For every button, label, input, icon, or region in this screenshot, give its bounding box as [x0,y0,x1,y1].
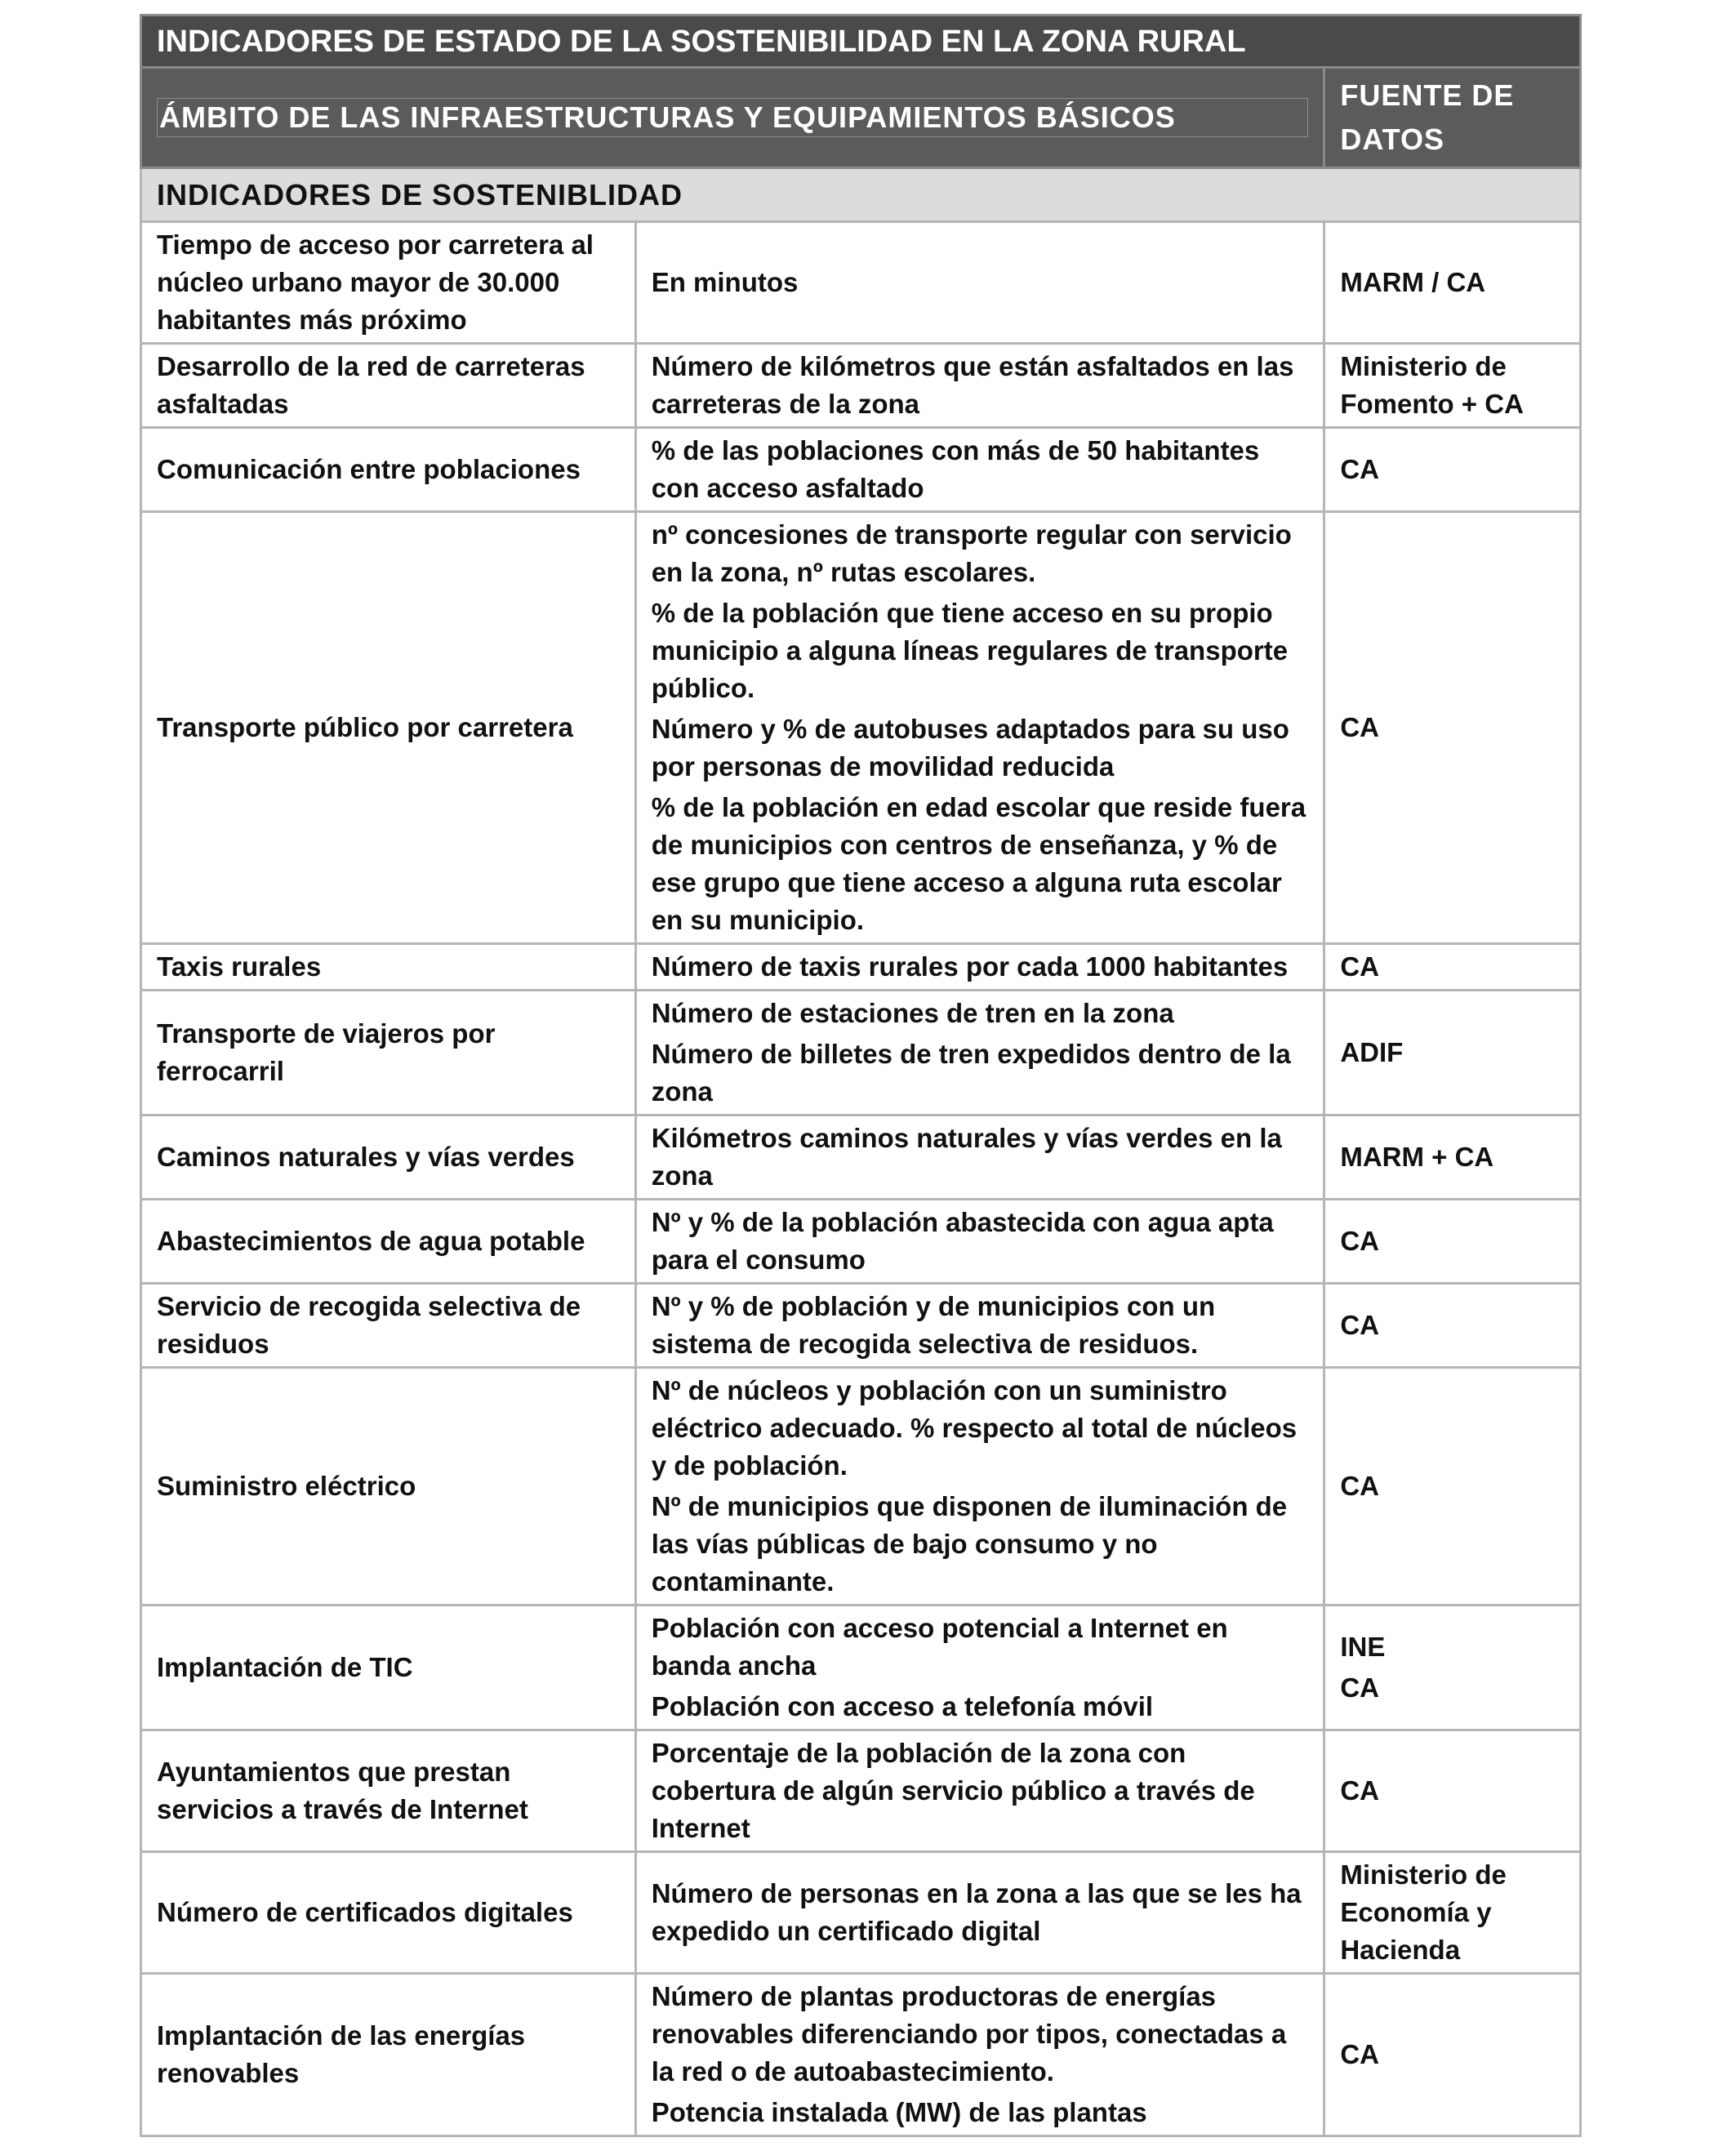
source-cell [1324,1368,1581,1605]
fuente-header-line2: DATOS [1340,122,1445,156]
source-cell [1324,991,1581,1116]
table-row [141,344,1581,428]
indicator-cell: Suministro eléctrico [141,1368,636,1605]
section-row [141,168,1581,222]
source-cell [1324,944,1581,991]
measure-cell [635,1852,1324,1974]
source-cell [1324,1605,1581,1730]
source-cell [1324,1200,1581,1284]
measure-cell [635,1200,1324,1284]
measure-text: Número y % de autobuses adaptados para su uso por personas de movilidad reducida [651,714,1289,782]
source-cell [1324,1730,1581,1852]
section-title: INDICADORES DE SOSTENIBLIDAD [141,168,1581,222]
source-cell [1324,1116,1581,1200]
indicator-cell: Ayuntamientos que prestan servicios a través de Internet [141,1730,636,1852]
measure-text: Nº y % de población y de municipios con un sistema de recogida selectiva de residuos. [651,1291,1216,1359]
table-row [141,1368,1581,1605]
measure-text: Número de billetes de tren expedidos dentro de la zona [651,1039,1291,1107]
fuente-header-line1: FUENTE DE [1340,78,1515,112]
indicator-cell: Implantación de las energías renovables [141,1974,636,2136]
measure-text: Nº de municipios que disponen de iluminación de las vías públicas de bajo consumo y no contaminante. [651,1491,1288,1597]
table-row [141,222,1581,344]
table-row [141,991,1581,1116]
measure-cell [635,222,1324,344]
table-title-row [141,16,1581,68]
measure-cell [635,512,1324,944]
indicators-document [140,14,1582,2137]
source-text: CA [1340,951,1379,982]
measure-text: Número de estaciones de tren en la zona [651,998,1174,1028]
source-text: INE [1340,1632,1386,1662]
source-cell [1324,1284,1581,1368]
indicator-cell: Servicio de recogida selectiva de residuos [141,1284,636,1368]
indicator-cell: Comunicación entre poblaciones [141,428,636,512]
ambito-row [141,68,1581,168]
table-row [141,1974,1581,2136]
measure-cell [635,1284,1324,1368]
source-cell [1324,512,1581,944]
source-text: Ministerio de Economía y Hacienda [1340,1859,1507,1965]
indicator-cell: Abastecimientos de agua potable [141,1200,636,1284]
measure-text: En minutos [651,267,799,297]
source-text: Ministerio de Fomento + CA [1340,351,1524,419]
measure-text: Kilómetros caminos naturales y vías verdes en la zona [651,1123,1282,1191]
table-row [141,512,1581,944]
measure-cell [635,344,1324,428]
measure-text: % de la población que tiene acceso en su propio municipio a alguna líneas regulares de transporte público. [651,598,1289,703]
ambito-cell [141,68,1324,168]
measure-text: Número de plantas productoras de energías renovables diferenciando por tipos, conectadas a la red o de autoabastecimiento. [651,1981,1287,2086]
source-text: CA [1340,2039,1379,2069]
indicator-cell: Taxis rurales [141,944,636,991]
source-text: CA [1340,1775,1379,1806]
source-text: CA [1340,1226,1379,1256]
source-text: MARM / CA [1340,267,1486,297]
indicator-cell: Tiempo de acceso por carretera al núcleo urbano mayor de 30.000 habitantes más próximo [141,222,636,344]
measure-text: Número de kilómetros que están asfaltados en las carreteras de la zona [651,351,1294,419]
table-row [141,1200,1581,1284]
indicator-cell: Caminos naturales y vías verdes [141,1116,636,1200]
measure-text: Porcentaje de la población de la zona con cobertura de algún servicio público a través de Internet [651,1738,1255,1843]
table-row [141,1852,1581,1974]
source-text: CA [1340,454,1379,484]
indicator-cell: Implantación de TIC [141,1605,636,1730]
source-text: ADIF [1340,1037,1404,1067]
source-text: CA [1340,1471,1379,1501]
source-cell [1324,1974,1581,2136]
measure-text: Número de personas en la zona a las que se les ha expedido un certificado digital [651,1878,1302,1946]
measure-cell [635,428,1324,512]
measure-cell [635,991,1324,1116]
measure-cell [635,1974,1324,2136]
fuente-header [1324,68,1581,168]
indicator-cell: Desarrollo de la red de carreteras asfaltadas [141,344,636,428]
table-row [141,1605,1581,1730]
table-title: INDICADORES DE ESTADO DE LA SOSTENIBILIDAD EN LA ZONA RURAL [141,16,1581,68]
measure-text: Población con acceso a telefonía móvil [651,1691,1154,1721]
source-cell [1324,1852,1581,1974]
source-text: CA [1340,1310,1379,1340]
table-row [141,1730,1581,1852]
ambito-title: ÁMBITO DE LAS INFRAESTRUCTURAS Y EQUIPAMIENTOS BÁSICOS [157,98,1308,137]
measure-text: Nº y % de la población abastecida con agua apta para el consumo [651,1207,1274,1275]
source-text: CA [1340,712,1379,742]
table-row [141,1116,1581,1200]
table-row [141,428,1581,512]
measure-text: Población con acceso potencial a Internet en banda ancha [651,1613,1228,1681]
measure-text: Nº de núcleos y población con un suministro eléctrico adecuado. % respecto al total de núcleos y de población. [651,1375,1298,1481]
table-row [141,1284,1581,1368]
indicator-cell: Número de certificados digitales [141,1852,636,1974]
table-row [141,944,1581,991]
measure-cell [635,1730,1324,1852]
source-cell [1324,428,1581,512]
source-text: MARM + CA [1340,1142,1494,1172]
measure-cell [635,944,1324,991]
measure-cell [635,1368,1324,1605]
source-cell [1324,344,1581,428]
measure-text: % de las poblaciones con más de 50 habitantes con acceso asfaltado [651,435,1260,503]
indicator-cell: Transporte público por carretera [141,512,636,944]
measure-text: % de la población en edad escolar que reside fuera de municipios con centros de enseñanza, y % de ese grupo que tiene acceso a alguna ruta escolar en su municipio. [651,792,1306,935]
measure-text: Número de taxis rurales por cada 1000 habitantes [651,951,1289,982]
indicator-cell: Transporte de viajeros por ferrocarril [141,991,636,1116]
measure-cell [635,1605,1324,1730]
indicators-table [140,14,1582,2137]
measure-text: Potencia instalada (MW) de las plantas [651,2097,1147,2127]
measure-cell [635,1116,1324,1200]
measure-text: nº concesiones de transporte regular con servicio en la zona, nº rutas escolares. [651,519,1292,587]
source-cell [1324,222,1581,344]
source-text: CA [1340,1672,1379,1703]
